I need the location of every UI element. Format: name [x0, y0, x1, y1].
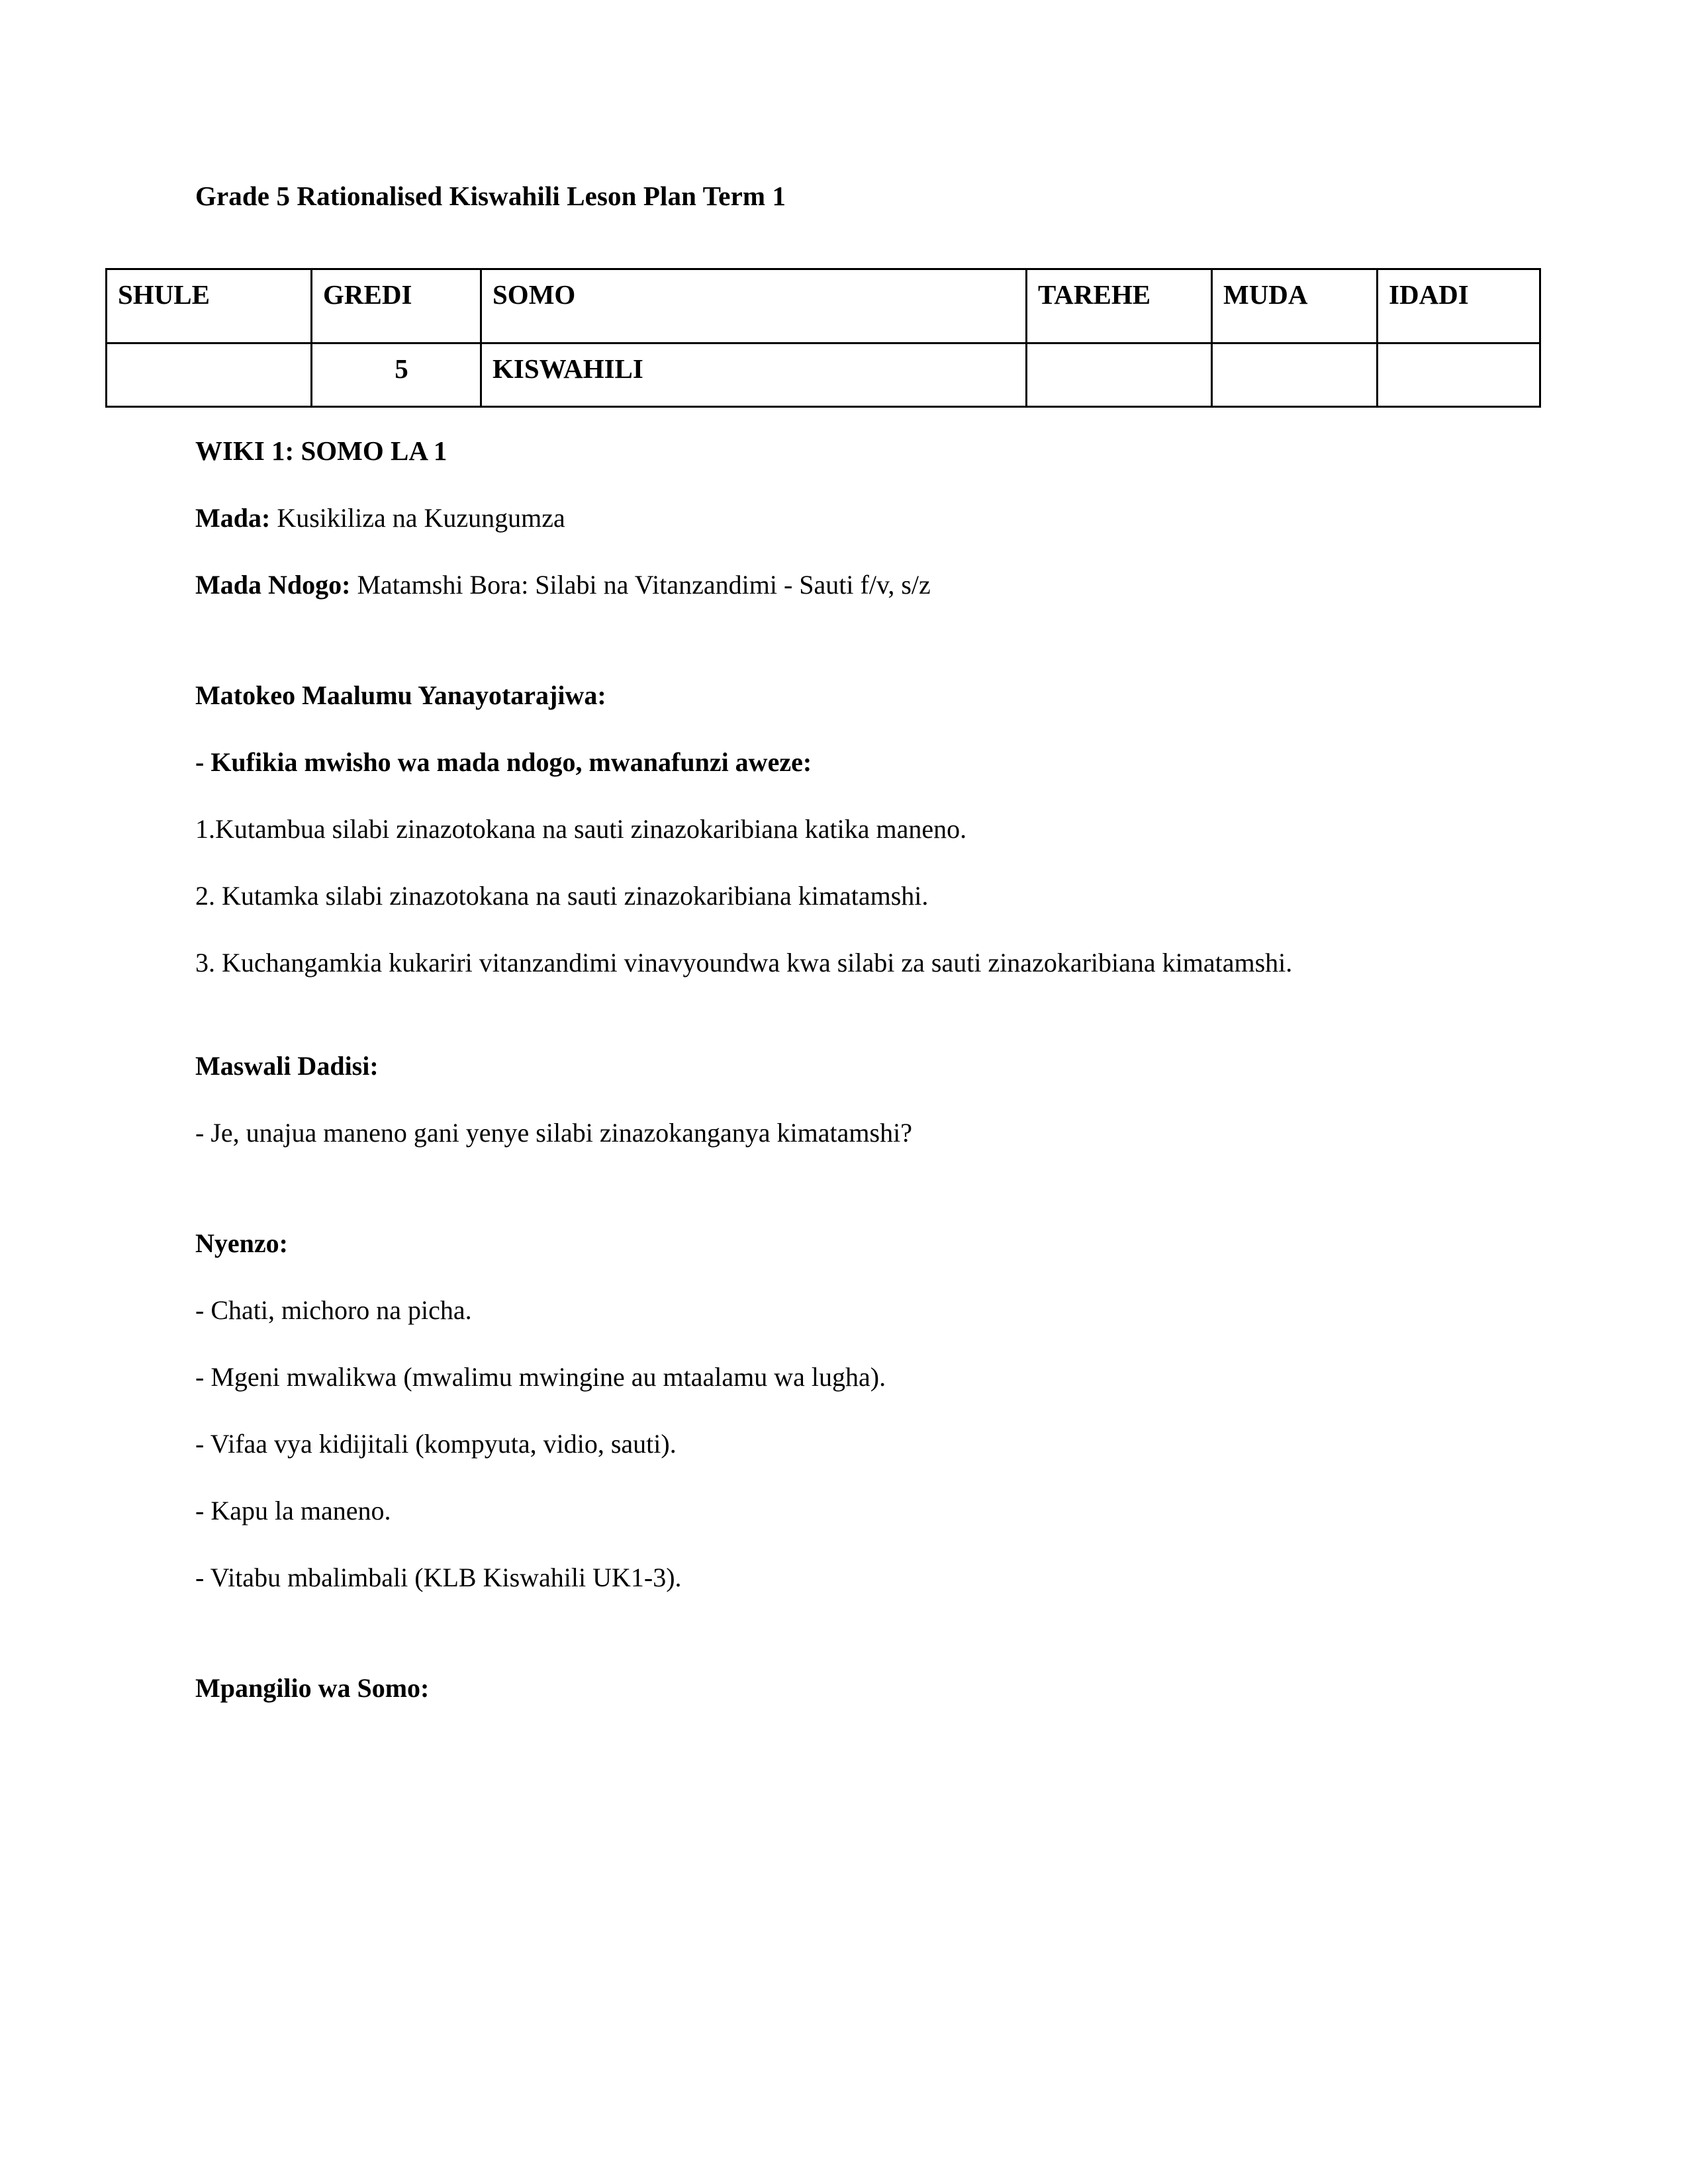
lesson-info-table [105, 268, 1541, 408]
resource-item-5: - Vitabu mbalimbali (KLB Kiswahili UK1-3). [195, 1563, 682, 1593]
mada-ndogo-label: Mada Ndogo: [195, 570, 351, 600]
document-header [195, 180, 1493, 234]
outcome-item-3: 3. Kuchangamkia kukariri vitanzandimi vinavyoundwa kwa silabi za sauti zinazokaribiana kimatamshi. [195, 948, 1293, 978]
outcome-item-2: 2. Kutamka silabi zinazotokana na sauti zinazokaribiana kimatamshi. [195, 881, 929, 911]
table-cell-tarehe-value[interactable] [1027, 343, 1212, 407]
table-cell-gredi-value[interactable]: 5 [312, 343, 481, 407]
page-title: Grade 5 Rationalised Kiswahili Leson Plan Term 1 [195, 181, 786, 211]
table-cell-shule-value[interactable] [107, 343, 312, 407]
table-cell-somo-value[interactable]: KISWAHILI [481, 343, 1027, 407]
section-spacer [195, 635, 1513, 678]
mada-label: Mada: [195, 503, 271, 533]
table-cell-idadi-value[interactable] [1378, 343, 1540, 407]
resources-heading: Nyenzo: [195, 1228, 288, 1259]
outcomes-heading: Matokeo Maalumu Yanayotarajiwa: [195, 680, 606, 711]
key-questions-heading: Maswali Dadisi: [195, 1051, 379, 1081]
outcome-item-1: 1.Kutambua silabi zinazotokana na sauti zinazokaribiana katika maneno. [195, 814, 967, 844]
mada-value: Kusikiliza na Kuzungumza [270, 503, 565, 533]
lesson-info-table-wrapper [105, 268, 1495, 408]
table-header-muda: MUDA [1212, 269, 1378, 343]
section-spacer [195, 1183, 1513, 1226]
table-cell-muda-value[interactable] [1212, 343, 1378, 407]
table-header-shule: SHULE [107, 269, 312, 343]
table-header-somo: SOMO [481, 269, 1027, 343]
mada-ndogo-line [195, 568, 1513, 602]
resource-item-4: - Kapu la maneno. [195, 1496, 391, 1526]
table-header-tarehe: TAREHE [1027, 269, 1212, 343]
mada-line [195, 501, 1513, 535]
document-body [195, 433, 1513, 1706]
resource-item-3: - Vifaa vya kidijitali (kompyuta, vidio, sauti). [195, 1429, 677, 1459]
resource-item-1: - Chati, michoro na picha. [195, 1295, 472, 1326]
table-value-row [107, 343, 1540, 407]
lesson-organisation-heading: Mpangilio wa Somo: [195, 1673, 430, 1704]
mada-ndogo-value: Matamshi Bora: Silabi na Vitanzandimi - Sauti f/v, s/z [350, 570, 931, 600]
resource-item-2: - Mgeni mwalikwa (mwalimu mwingine au mtaalamu wa lugha). [195, 1362, 886, 1392]
section-spacer [195, 1013, 1513, 1049]
outcomes-subheading: - Kufikia mwisho wa mada ndogo, mwanafunzi aweze: [195, 747, 812, 778]
key-question-item-1: - Je, unajua maneno gani yenye silabi zinazokanganya kimatamshi? [195, 1118, 912, 1148]
table-header-row [107, 269, 1540, 343]
table-header-idadi: IDADI [1378, 269, 1540, 343]
table-header-gredi: GREDI [312, 269, 481, 343]
section-spacer [195, 1627, 1513, 1671]
week-lesson-heading: WIKI 1: SOMO LA 1 [195, 435, 447, 466]
